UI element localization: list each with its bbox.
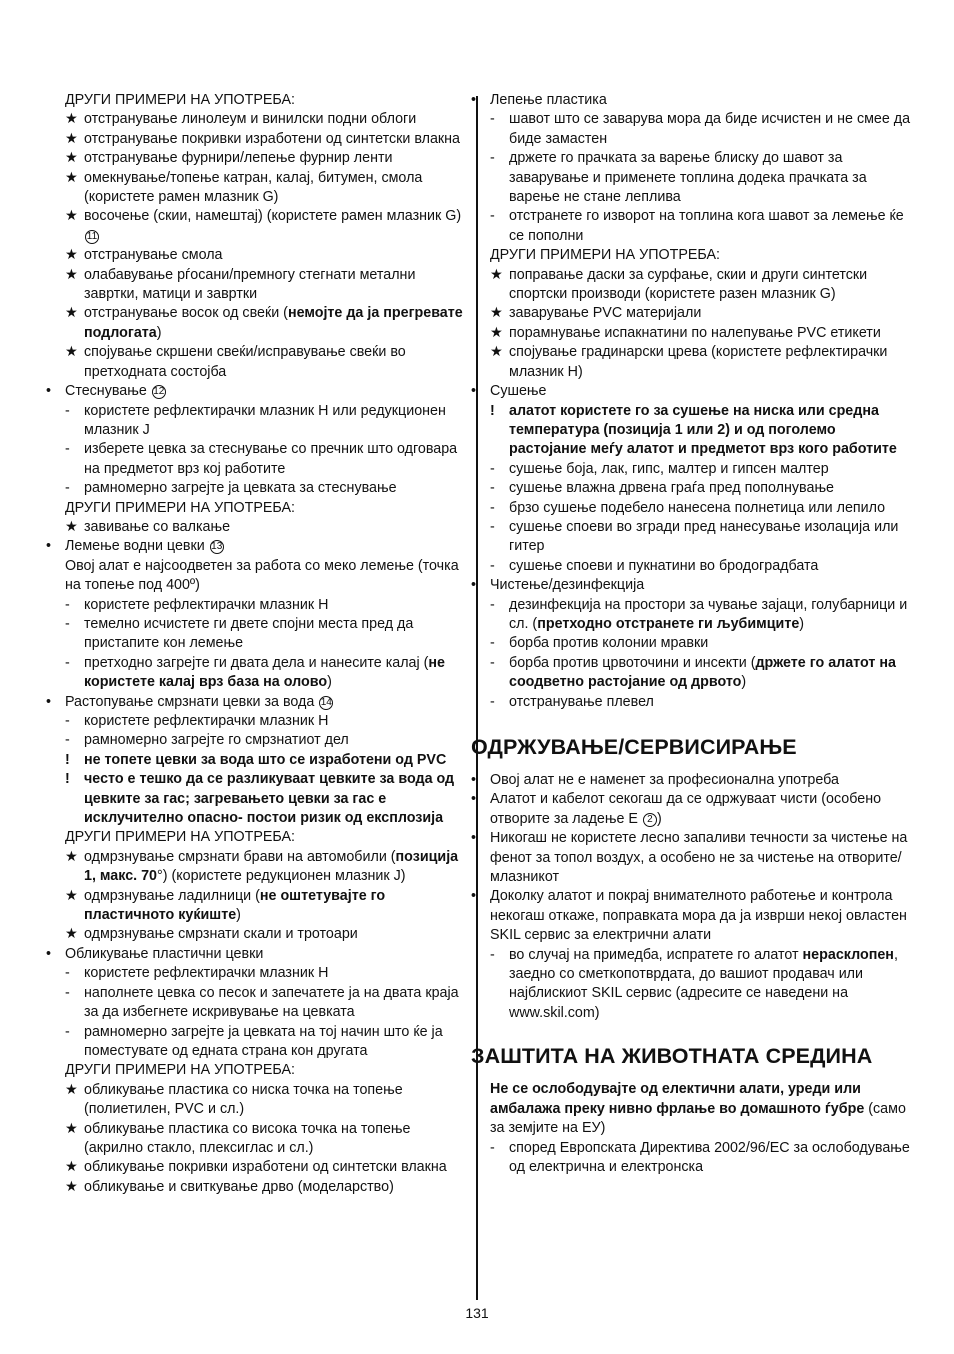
star-icon: ★ [65,266,78,283]
bold-text: претходно отстранете ги љубимците [537,615,800,632]
figure-reference-icon: 12 [153,386,165,398]
text: сушење боја, лак, гипс, малтер и гипсен малтер [509,460,829,477]
bold-text: нерасклопен [802,946,894,963]
star-item [65,110,465,129]
dash-mark: - [65,615,70,632]
text: ) [236,907,241,924]
dash-mark: - [65,596,70,613]
star-item [65,1178,465,1197]
text-line: ДРУГИ ПРИМЕРИ НА УПОТРЕБА: [65,499,295,516]
text: ) [656,810,662,827]
text: одмрзнување ладилници ( [84,887,260,904]
text: восочење (скии, намештај) (користете рамен млазник G) [84,208,462,225]
star-item [65,149,465,168]
text: обликување и свиткување дрво (моделарство) [84,1178,394,1195]
dash-item [490,557,912,576]
dash-item [490,518,912,557]
star-icon: ★ [65,247,78,264]
bullet-item [46,537,465,556]
dash-item [490,634,912,653]
star-item [65,207,465,246]
text: обликување пластика со ниска точка на топење (полиетилен, PVC и сл.) [84,1081,403,1118]
text: сушење влажна дрвена граѓа пред пополнување [509,480,835,497]
warning-item [65,751,465,770]
bullet-icon: • [471,888,477,905]
dash-mark: - [490,150,495,167]
star-item [65,518,465,537]
bullet-icon: • [471,577,477,594]
star-icon: ★ [65,305,78,322]
bullet-item [471,576,912,595]
section-heading: ЗАШТИТА НА ЖИВОТНАТА СРЕДИНА [471,1044,873,1069]
text: завивање со валкање [84,518,231,535]
dash-mark: - [490,460,495,477]
star-item [65,343,465,382]
dash-item [65,615,465,654]
dash-item [65,964,465,983]
text: ) [327,674,332,691]
dash-item [65,402,465,441]
dash-item [490,654,912,693]
star-icon: ★ [65,130,78,147]
dash-item [65,440,465,479]
star-icon: ★ [65,848,78,865]
dash-mark: - [65,654,70,671]
bullet-icon: • [471,791,477,808]
warning-mark: ! [65,751,70,768]
text: обликување покривки изработени од синтетски влакна [84,1159,447,1176]
text-line: ДРУГИ ПРИМЕРИ НА УПОТРЕБА: [65,829,295,846]
dash-mark: - [65,713,70,729]
text-line: ДРУГИ ПРИМЕРИ НА УПОТРЕБА: [65,92,295,108]
section-heading: ОДРЖУВАЊЕ/СЕРВИСИРАЊЕ [471,735,797,759]
text: Алатот и кабелот секогаш да се одржуваат чисти (особено отворите за ладење E [490,791,882,827]
text: омекнување/топење катран, калај, битумен, смола (користете рамен млазник G) [84,169,423,206]
text: спојување скршени свеќи/исправување свеќи во претходната состојба [84,344,406,380]
text: Овој алат не е наменет за професионална употреба [490,772,839,788]
dash-item [490,110,912,149]
bullet-icon: • [46,945,52,962]
text: дезинфекција на простори за чување зајаци, голубарници и сл. ( [509,596,908,632]
star-icon: ★ [65,169,78,186]
text: отстранување восок од свеќи ( [84,305,288,322]
dash-mark: - [490,596,495,613]
dash-item [65,731,465,750]
star-icon: ★ [490,305,503,322]
star-icon: ★ [65,1178,78,1195]
text: Лемење водни цевки [65,538,209,555]
text: ) [741,674,747,691]
dash-mark: - [490,654,495,671]
text: отстранување плевел [509,693,654,710]
bullet-icon: • [46,383,52,400]
text: шавот што се заварува мора да биде исчистен и не смее да биде замастен [509,111,911,147]
text: Чистење/дезинфекција [490,577,645,594]
dash-item [65,596,465,615]
star-item [490,266,912,305]
text: претходно загрејте ги двата дела и нанесите калај ( [84,654,429,671]
text: отстранување фурнири/лепење фурнир ленти [84,150,393,167]
bullet-item [46,945,465,964]
dash-item [490,207,912,246]
bullet-icon: • [46,693,52,710]
dash-item [65,712,465,731]
star-item [65,169,465,208]
dash-mark: - [490,1139,495,1156]
bold-text: немојте да ја прегревате подлогата [84,305,463,341]
text: одмрзнување смрзнати скали и тротоари [84,926,358,943]
figure-reference-icon: 11 [86,230,98,242]
bullet-item [46,693,465,712]
dash-mark: - [490,635,495,652]
text: борба против колонии мравки [509,635,709,652]
text: отстранување смола [84,247,223,264]
dash-item [490,693,912,712]
text: борба против црвоточини и инсекти ( [509,654,756,671]
bold-text: не топете цевки за вода што се изработени од PVC [84,751,447,768]
star-item [65,848,465,887]
text: користете рефлектирачки млазник H [84,713,329,729]
bold-text: држете го алатот на соодветно растојание од дрвото [509,654,896,691]
dash-mark: - [490,208,495,225]
warning-mark: ! [490,402,495,419]
bullet-item [471,91,912,110]
left-column [46,91,465,1197]
dash-mark: - [65,965,70,982]
text: Никогаш не користете лесно запаливи течности за чистење на фенот за топол воздух, а особено не за чистење на отворите/млазникот [490,830,908,886]
text: Доколку алатот и покрај внимателното работење и контрола некогаш откаже, поправката мора да ја изврши некој овластен SKIL сервис за електрични алати [490,888,907,944]
dash-item [490,460,912,479]
star-icon: ★ [65,518,78,535]
star-item [65,1081,465,1120]
text: заварување PVC материјали [509,305,702,322]
text: спојување градинарски црева (користете рефлектирачки млазник H) [509,344,888,380]
text: сушење споеви и пукнатини во бродоградбата [509,557,819,574]
figure-reference-icon: 14 [320,696,332,708]
bullet-icon: • [471,772,477,788]
star-icon: ★ [65,208,78,225]
bullet-icon: • [471,830,477,847]
star-icon: ★ [65,344,78,361]
text: , заедно со сметкопотврдата, до вашиот продавач или најблискиот SKIL сервис (адресите се наведени на www.skil.com) [509,946,898,1021]
text: (само за земјите на ЕУ) [490,1100,906,1137]
text: Стеснување [65,383,151,400]
bullet-item [471,887,912,945]
text: рамномерно загрејте ја цевката на тој начин што ќе ја поместувате од едната страна кон другата [84,1023,443,1059]
star-icon: ★ [65,926,78,943]
text: Сушење [490,383,547,400]
text: поправање даски за сурфање, скии и други синтетски спортски производи (користете разен млазник G) [509,266,868,303]
text: отстранете го изворот на топлина кога шавот за лемење ќе се пополни [509,208,904,244]
bold-text: не користете калај врз база на олово [84,654,446,691]
star-item [490,343,912,382]
text: според Европската Директива 2002/96/ЕС за ослободување од електрична и електронска [509,1139,910,1175]
bold-text: Не се ослободувајте од електични алати, уреди или амбалажа преку нивно фрлање во домашното ѓубре [490,1081,865,1117]
text-line: ДРУГИ ПРИМЕРИ НА УПОТРЕБА: [490,247,720,264]
star-icon: ★ [490,344,503,361]
text: сушење споеви во згради пред нанесување изолација или гитер [509,518,899,555]
star-icon: ★ [490,266,503,283]
figure-reference-icon: 2 [643,813,657,827]
star-icon: ★ [65,1159,78,1176]
star-icon: ★ [490,324,503,341]
bullet-item [471,771,912,790]
text-line [490,1080,912,1138]
text: брзо сушење подебело нанесена полнетица или лепило [509,499,886,516]
star-item [65,304,465,343]
star-item [65,266,465,305]
bullet-icon: • [46,538,52,555]
dash-mark: - [65,480,70,497]
bullet-icon: • [471,383,477,400]
star-icon: ★ [65,1120,78,1137]
text: темелно исчистете ги двете спојни места пред да пристапите кон лемење [84,615,414,652]
star-item [65,130,465,149]
text-line: Овој алат е најсоодветен за работа со меко лемење (точка на топење под 400º) [65,557,459,594]
bullet-item [46,382,465,401]
dash-item [490,479,912,498]
dash-mark: - [65,984,70,1001]
column-divider [476,96,478,1300]
star-item [490,304,912,323]
star-item [65,1158,465,1177]
dash-mark: - [490,518,495,535]
bullet-item [471,790,912,829]
text: Растопување смрзнати цевки за вода [65,693,319,710]
star-icon: ★ [65,887,78,904]
text: користете рефлектирачки млазник H или редукционен млазник J [84,402,446,438]
bold-text: алатот користете го за сушење на ниска или средна температура (позиција 1 или 2) и од поголемо растојание меѓу алатот и предметот врз кого работите [509,402,897,458]
bold-text: позиција 1, макс. 70 [84,848,459,885]
warning-item [65,770,465,828]
warning-item [490,402,912,460]
text: Обликување пластични цевки [65,945,264,962]
warning-mark: ! [65,771,70,788]
dash-mark: - [490,557,495,574]
text: порамнување испакнатини по налепување PVC етикети [509,324,881,341]
dash-item [490,1139,912,1178]
text: обликување пластика со висока точка на топење (акрилно стакло, плексиглас и сл.) [84,1120,411,1156]
star-icon: ★ [65,150,78,167]
figure-reference-icon: 13 [211,541,223,553]
star-item [65,925,465,944]
right-column [471,91,912,1177]
dash-mark: - [65,402,70,419]
bullet-icon: • [471,92,477,108]
text: рамномерно загрејте го смрзнатиот дел [84,732,349,749]
bold-text: често е тешко да се разликуваат цевките за вода од цевките за гас; загревањето цевки за гас е исклучително опасно- постои ризик од експлозија [84,771,455,827]
text: користете рефлектирачки млазник H [84,965,329,982]
text: ) [799,615,805,632]
dash-mark: - [490,111,495,128]
text: олабавување рѓосани/премногу стегнати метални завртки, матици и завртки [84,266,416,303]
dash-mark: - [490,499,495,516]
bullet-item [471,829,912,887]
dash-item [490,149,912,207]
star-item [65,887,465,926]
text: отстранување покривки изработени од синтетски влакна [84,130,461,147]
dash-mark: - [490,946,495,963]
dash-item [490,946,912,1024]
text: Лепење пластика [490,92,607,108]
text: изберете цевка за стеснување со пречник што одговара на предметот врз кој работите [84,441,458,477]
bullet-item [471,382,912,401]
dash-mark: - [65,441,70,458]
text: рамномерно загрејте ја цевката за стеснување [84,480,397,497]
star-icon: ★ [65,111,78,128]
dash-item [65,984,465,1023]
text: одмрзнување смрзнати брави на автомобили ( [84,848,396,865]
dash-mark: - [490,480,495,497]
page-number: 131 [465,1305,489,1321]
star-item [65,1120,465,1159]
dash-item [65,1023,465,1062]
star-item [490,324,912,343]
dash-item [490,499,912,518]
text: отстранување линолеум и винилски подни облоги [84,111,417,128]
dash-mark: - [65,1023,70,1040]
dash-item [65,479,465,498]
dash-mark: - [65,732,70,749]
text-line: ДРУГИ ПРИМЕРИ НА УПОТРЕБА: [65,1062,295,1079]
text: користете рефлектирачки млазник H [84,596,329,613]
text: во случај на примедба, испратете го алатот [509,946,803,963]
text: ) [156,324,162,341]
text: °) (користете редукционен млазник J) [157,868,406,885]
dash-item [490,596,912,635]
text: наполнете цевка со песок и запечатете ја на двата краја за да избегнете искривување на цевката [84,984,459,1021]
dash-item [65,654,465,693]
dash-mark: - [490,693,495,710]
star-item [65,246,465,265]
text: држете го прачката за варење блиску до шавот за заварување и применете топлина додека прачката за варење не стане леплива [509,150,867,206]
bold-text: не оштетувајте го пластичното куќиште [84,887,386,924]
star-icon: ★ [65,1081,78,1098]
